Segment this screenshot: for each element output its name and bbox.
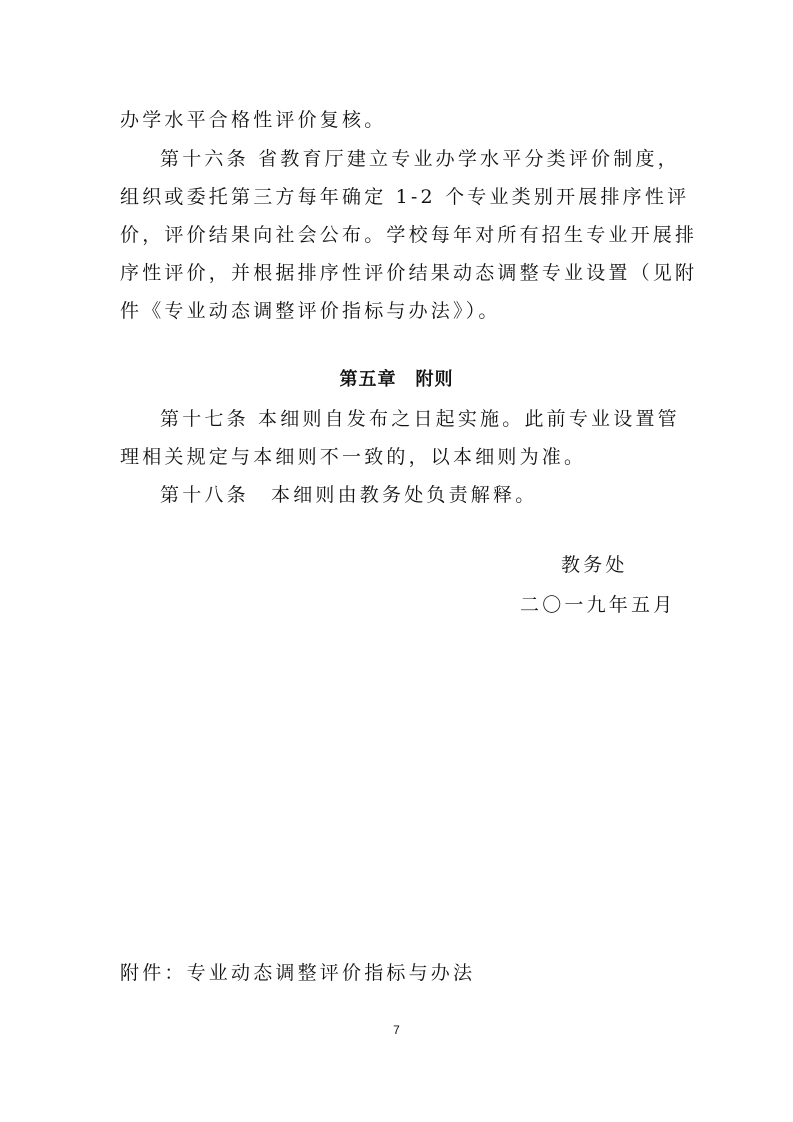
attachment-note: 附件：专业动态调整评价指标与办法 xyxy=(120,962,476,984)
article-16-line-1: 第十六条 省教育厅建立专业办学水平分类评价制度， xyxy=(160,148,680,170)
article-16-line-2: 组织或委托第三方每年确定 1-2 个专业类别开展排序性评 xyxy=(120,186,690,208)
signature-date: 二〇一九年五月 xyxy=(520,594,676,616)
text-line-continuation: 办学水平合格性评价复核。 xyxy=(120,109,387,131)
article-18: 第十八条 本细则由教务处负责解释。 xyxy=(160,484,538,506)
article-16-line-4: 序性评价，并根据排序性评价结果动态调整专业设置（见附 xyxy=(120,262,698,284)
chapter-heading: 第五章 附则 xyxy=(339,369,454,390)
article-17-line-1: 第十七条 本细则自发布之日起实施。此前专业设置管 xyxy=(160,408,680,430)
article-16-line-3: 价，评价结果向社会公布。学校每年对所有招生专业开展排 xyxy=(120,224,698,246)
signature-office: 教务处 xyxy=(561,554,628,576)
article-16-line-5: 件《专业动态调整评价指标与办法》）。 xyxy=(120,300,501,322)
page-number: 7 xyxy=(393,1023,400,1037)
article-17-line-2: 理相关规定与本细则不一致的，以本细则为准。 xyxy=(120,446,587,468)
